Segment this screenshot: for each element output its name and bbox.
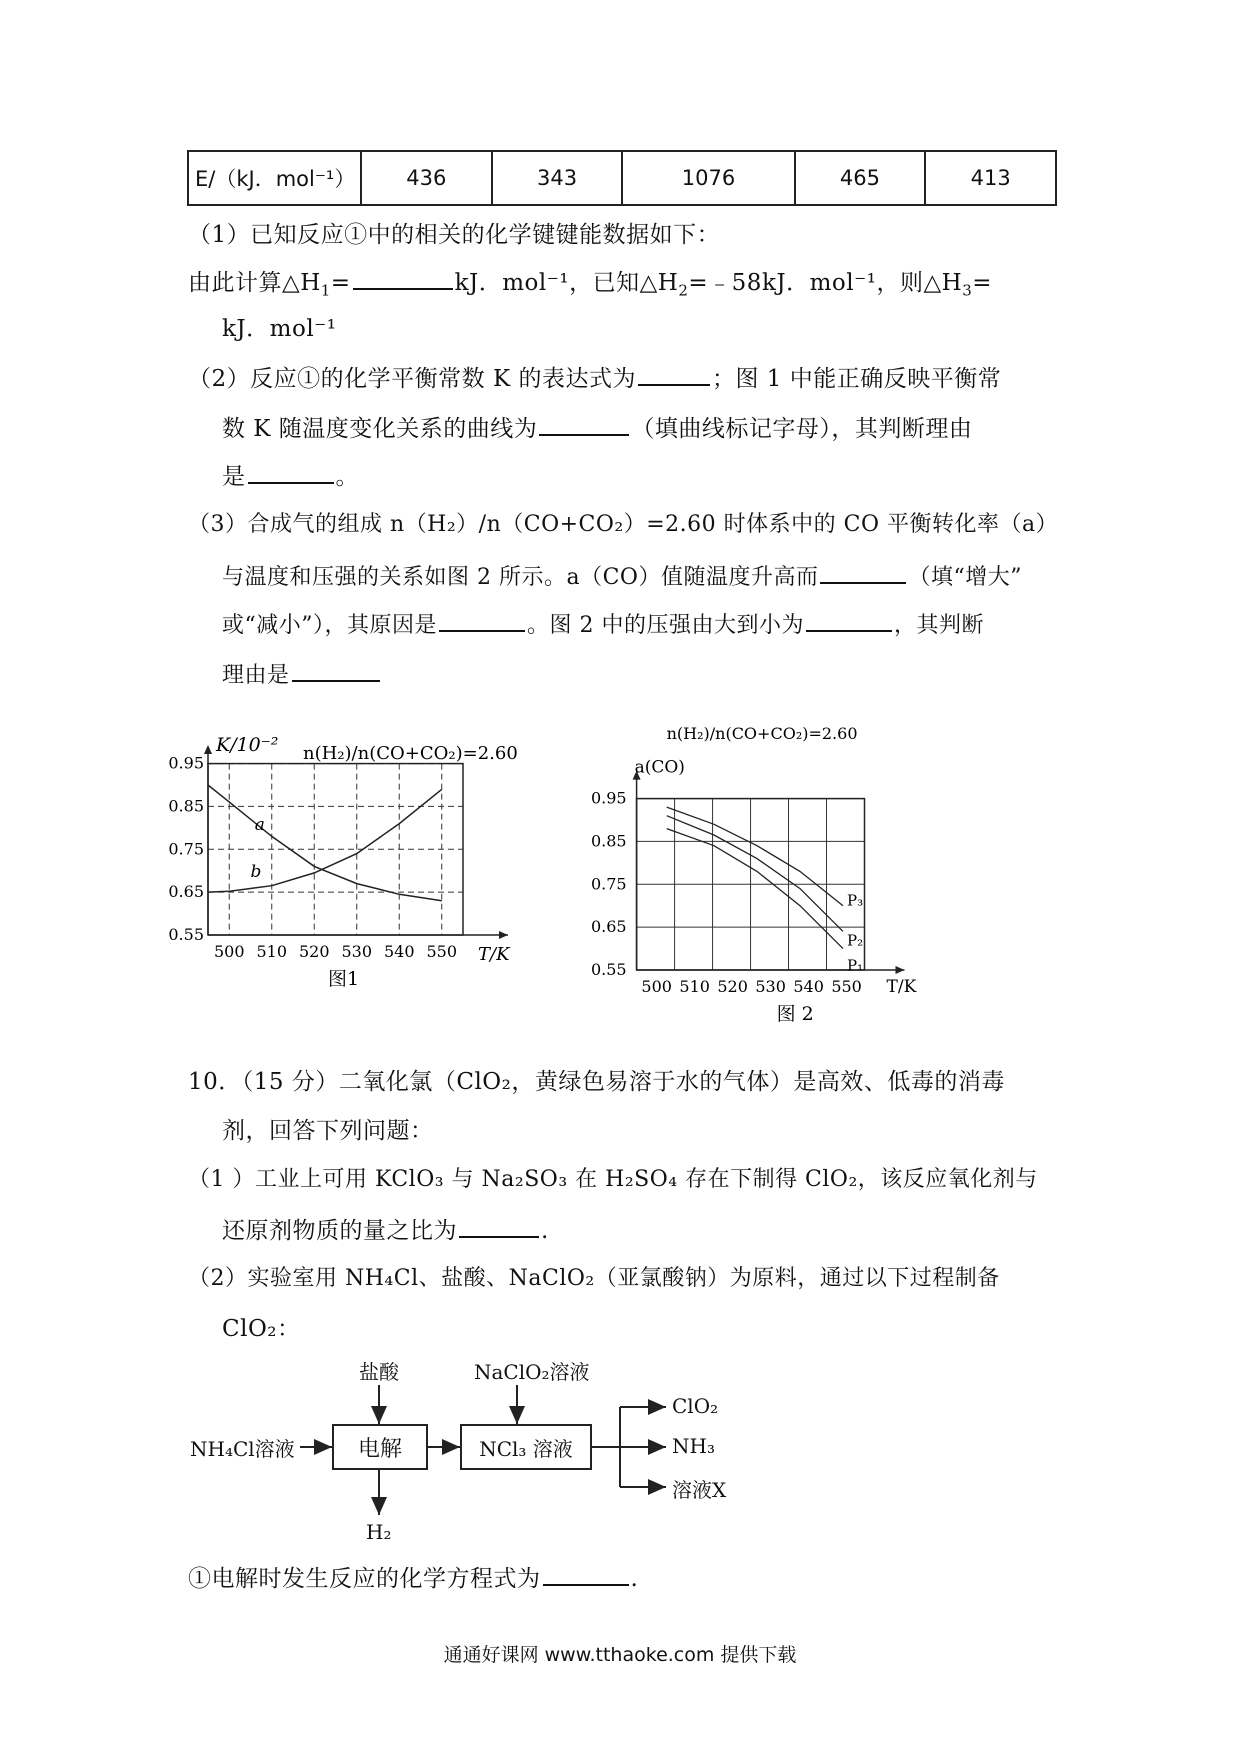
table-row xyxy=(188,151,1056,205)
series-line-a xyxy=(208,785,442,901)
text: 与温度和压强的关系如图 2 所示。a（CO）值随温度升高而 xyxy=(222,565,819,590)
series-line-b xyxy=(208,789,442,892)
figure-2-chart xyxy=(570,725,970,1045)
table-cell: 413 xyxy=(925,151,1056,205)
y-tick-label: 0.75 xyxy=(168,839,204,859)
x-axis-label: T/K xyxy=(478,944,510,965)
flow-naclo2-label: NaClO₂溶液 xyxy=(474,1360,590,1384)
x-tick-label: 550 xyxy=(831,977,862,996)
figure-caption: 图1 xyxy=(328,968,360,990)
x-tick-label: 530 xyxy=(755,977,786,996)
flow-output-solution-x: 溶液X xyxy=(672,1478,727,1502)
q10-line1: 10．（15 分）二氧化氯（ClO₂，黄绿色易溶于水的气体）是高效、低毒的消毒 xyxy=(188,1069,1005,1095)
x-axis-label: T/K xyxy=(886,977,917,997)
tick-labels xyxy=(591,789,862,996)
text: （填“增大” xyxy=(908,565,1022,590)
answer-blank[interactable] xyxy=(292,656,380,682)
text: kJ．mol⁻¹，已知△H xyxy=(454,270,679,296)
series-label-0: P₃ xyxy=(847,891,864,910)
text: . xyxy=(630,1566,639,1592)
text: 。图 2 中的压强由大到小为 xyxy=(527,613,804,638)
q9-part3-line3 xyxy=(222,606,984,643)
flow-input-label: NH₄Cl溶液 xyxy=(190,1437,295,1461)
text: = xyxy=(330,270,351,296)
text: ①电解时发生反应的化学方程式为 xyxy=(188,1566,541,1592)
plot-frame xyxy=(208,764,463,935)
y-tick-label: 0.85 xyxy=(590,831,627,851)
text: 还原剂物质的量之比为 xyxy=(222,1218,457,1244)
x-tick-label: 520 xyxy=(298,942,330,961)
q9-part1-line2: 由此计算$\triangle H_1=$ kJ．mol⁻¹，已知$\triangle H_2=﹣58kJ$．mol⁻¹，则$\triangle H_3=$ xyxy=(188,264,992,308)
series-label-2: P₁ xyxy=(847,956,864,975)
table-header-cell: E/（kJ．mol⁻¹） xyxy=(188,151,361,205)
text: ；图 1 中能正确反映平衡常 xyxy=(711,366,1002,392)
answer-blank[interactable] xyxy=(539,410,629,436)
answer-blank[interactable] xyxy=(439,606,525,632)
series-label-1: P₂ xyxy=(847,931,864,950)
electrolysis-box: 电解 xyxy=(332,1424,428,1470)
series-line-0 xyxy=(667,807,843,906)
page-footer: 通通好课网 www.tthaoke.com 提供下载 xyxy=(443,1644,797,1666)
answer-blank[interactable] xyxy=(543,1560,629,1586)
figure-1-chart xyxy=(168,734,570,1045)
x-tick-label: 550 xyxy=(426,942,458,961)
q9-part2-line3 xyxy=(222,458,359,494)
y-tick-label: 0.55 xyxy=(590,960,627,979)
x-tick-label: 510 xyxy=(256,942,288,961)
chart-title: n(H₂)/n(CO+CO₂)=2.60 xyxy=(303,743,518,764)
flow-output-nh3: NH₃ xyxy=(672,1434,715,1458)
x-tick-label: 540 xyxy=(383,942,415,961)
y-tick-label: 0.95 xyxy=(168,753,204,773)
text: （2）反应①的化学平衡常数 K 的表达式为 xyxy=(188,366,636,392)
flow-output-clo2: ClO₂ xyxy=(672,1394,719,1418)
q10-part2-line2: ClO₂： xyxy=(222,1316,301,1342)
text: 由此计算△H xyxy=(188,270,321,296)
text: 。 xyxy=(335,464,359,490)
q9-part3-line2 xyxy=(222,558,1022,595)
answer-blank[interactable] xyxy=(638,360,710,386)
x-tick-label: 510 xyxy=(679,977,710,996)
chart-title: n(H₂)/n(CO+CO₂)=2.60 xyxy=(666,724,858,743)
answer-blank[interactable] xyxy=(248,458,334,484)
q9-part3-line1: （3）合成气的组成 n（H₂）/n（CO+CO₂）=2.60 时体系中的 CO 平衡转化率（a） xyxy=(188,512,1059,537)
text: . xyxy=(541,1218,549,1244)
ncl3-solution-box: NCl₃ 溶液 xyxy=(460,1424,592,1470)
q10-part2-line1: （2）实验室用 NH₄Cl、盐酸、NaClO₂（亚氯酸钠）为原料，通过以下过程制备 xyxy=(188,1266,1000,1291)
x-tick-label: 540 xyxy=(793,977,824,996)
text: ，其判断 xyxy=(893,613,984,638)
q10-line2: 剂，回答下列问题： xyxy=(222,1118,434,1144)
series-group xyxy=(208,785,442,901)
grid-lines xyxy=(208,764,463,935)
table-cell: 436 xyxy=(361,151,492,205)
answer-blank[interactable] xyxy=(459,1212,539,1238)
series-line-2 xyxy=(667,829,843,949)
figure-caption: 图 2 xyxy=(776,1003,814,1025)
text: （填曲线标记字母），其判断理由 xyxy=(631,416,973,442)
x-axis-arrow xyxy=(896,966,905,974)
answer-blank[interactable] xyxy=(353,264,453,290)
series-label-b: b xyxy=(250,862,262,883)
flow-acid-label: 盐酸 xyxy=(359,1360,399,1384)
table-cell: 465 xyxy=(795,151,926,205)
y-axis-arrow xyxy=(204,745,212,754)
q9-part1-intro: （1）已知反应①中的相关的化学键键能数据如下： xyxy=(188,222,721,248)
grid-lines xyxy=(637,799,865,970)
flow-h2-label: H₂ xyxy=(366,1520,392,1544)
text: 数 K 随温度变化关系的曲线为 xyxy=(222,416,538,442)
text: 是 xyxy=(222,464,246,490)
text: =﹣58kJ．mol⁻¹，则△H xyxy=(688,270,963,296)
y-tick-label: 0.55 xyxy=(168,925,204,944)
text: 理由是 xyxy=(222,663,290,688)
answer-blank[interactable] xyxy=(820,558,906,584)
y-axis-label: a(CO) xyxy=(634,757,685,778)
table-cell: 1076 xyxy=(622,151,794,205)
x-tick-label: 500 xyxy=(641,977,672,996)
answer-blank[interactable] xyxy=(806,606,892,632)
text: 或“减小”），其原因是 xyxy=(222,613,437,638)
q9-part2-line2 xyxy=(222,410,972,446)
y-tick-label: 0.65 xyxy=(168,882,204,902)
q10-part2-sub1 xyxy=(188,1560,638,1596)
x-tick-label: 530 xyxy=(341,942,373,961)
y-tick-label: 0.85 xyxy=(168,796,204,816)
q9-part3-line4 xyxy=(222,656,382,693)
text: = xyxy=(972,270,993,296)
y-axis-label: K/10⁻² xyxy=(216,734,279,756)
tick-labels xyxy=(168,754,457,961)
y-tick-label: 0.75 xyxy=(590,874,627,894)
y-tick-label: 0.65 xyxy=(590,917,627,937)
q10-part1-line1: （1 ）工业上可用 KClO₃ 与 Na₂SO₃ 在 H₂SO₄ 存在下制得 ClO₂，该反应氧化剂与 xyxy=(188,1167,1038,1192)
series-line-1 xyxy=(667,816,843,932)
x-tick-label: 520 xyxy=(717,977,748,996)
table-cell: 343 xyxy=(492,151,623,205)
q10-part1-line2 xyxy=(222,1212,549,1248)
axes xyxy=(633,771,905,974)
y-tick-label: 0.95 xyxy=(590,788,627,808)
q9-part2-line1 xyxy=(188,360,1001,396)
axes xyxy=(204,745,508,939)
x-tick-label: 500 xyxy=(213,942,245,961)
series-group xyxy=(667,807,863,974)
bond-energy-table xyxy=(187,150,1057,206)
series-label-a: a xyxy=(254,815,265,835)
q9-part1-line3: kJ．mol⁻¹ xyxy=(222,316,337,342)
x-axis-arrow xyxy=(499,931,508,939)
